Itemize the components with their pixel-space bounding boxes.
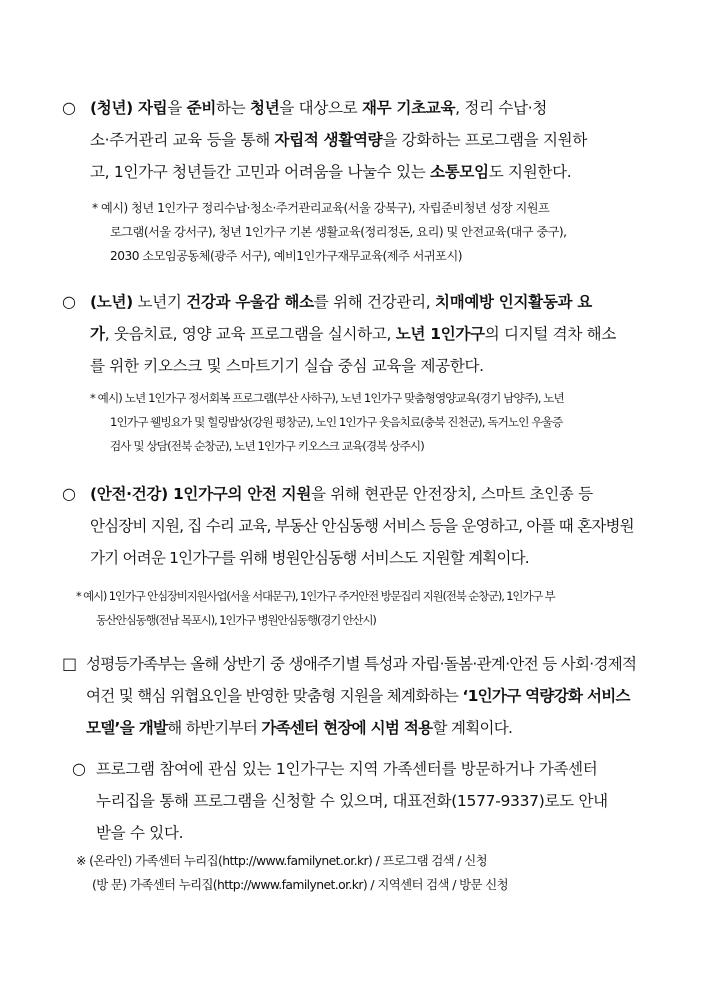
apply-paragraph	[96, 753, 608, 849]
safety-line-3: 가기 어려운 1인가구를 위해 병원안심동행 서비스도 지원할 계획이다.	[90, 549, 529, 567]
youth-line-3: 고, 1인가구 청년들간 고민과 어려움을 나눌수 있는 소통모임도 지원한다.	[90, 163, 572, 181]
senior-line-3: 를 위한 키오스크 및 스마트기기 실습 중심 교육을 제공한다.	[90, 357, 484, 375]
apply-line-2: 누리집을 통해 프로그램을 신청할 수 있으며, 대표전화(1577-9337)로도 안내	[96, 792, 608, 810]
youth-line-2: 소·주거관리 교육 등을 통해 자립적 생활역량을 강화하는 프로그램을 지원하	[90, 131, 587, 149]
senior-line-1: (노년) 노년기 건강과 우울감 해소를 위해 건강관리, 치매예방 인지활동과 요	[90, 293, 592, 311]
ministry-line-3: 모델’을 개발해 하반기부터 가족센터 현장에 시범 적용할 계획이다.	[86, 719, 513, 737]
square-bullet-icon: □	[62, 654, 78, 673]
ministry-paragraph	[86, 648, 636, 744]
youth-paragraph	[90, 92, 587, 188]
section-youth	[62, 92, 662, 268]
apply-line-3: 받을 수 있다.	[96, 824, 184, 842]
senior-line-2: 가, 웃음치료, 영양 교육 프로그램을 실시하고, 노년 1인가구의 디지털 격차 해소	[90, 325, 617, 343]
section-senior	[62, 286, 662, 458]
youth-examples-note: * 예시) 청년 1인가구 정리수납·청소·주거관리교육(서울 강북구), 자립준비청년 성장 지원프 로그램(서울 강서구), 청년 1인가구 기본 생활교육(정리정돈, 요리) 및 안전교육(대구 중구), 2030 소모임공동체(광주 서구), 예비1인가구재무교육(제주 서귀포시)	[92, 201, 567, 263]
apply-line-1: 프로그램 참여에 관심 있는 1인가구는 지역 가족센터를 방문하거나 가족센터	[96, 760, 598, 778]
safety-line-2: 안심장비 지원, 집 수리 교육, 부동산 안심동행 서비스 등을 운영하고, 아플 때 혼자병원	[90, 517, 634, 535]
safety-examples-note: * 예시) 1인가구 안심장비지원사업(서울 서대문구), 1인가구 주거안전 방문집리 지원(전북 순창군), 1인가구 부 동산안심동행(전남 목포시), 1인가구 병원안심동행(경기 안산시)	[76, 589, 555, 627]
safety-line-1: (안전·건강) 1인가구의 안전 지원을 위해 현관문 안전장치, 스마트 초인종 등	[90, 485, 593, 503]
senior-examples-note: * 예시) 노년 1인가구 정서회복 프로그램(부산 사하구), 노년 1인가구 맞춤형영양교육(경기 남양주), 노년 1인가구 웰빙요가 및 힐링밥상(강원 평창군), 노인 1인가구 웃음치료(충북 진천군), 독거노인 우울증 검사 및 상담(전북 순창군), 노년 1인가구 키오스크 교육(경북 상주시)	[90, 391, 564, 453]
safety-paragraph	[90, 478, 634, 574]
section-apply	[72, 753, 672, 897]
circle-bullet-icon: ○	[62, 292, 76, 311]
circle-bullet-icon: ○	[72, 759, 86, 778]
section-ministry	[62, 648, 662, 744]
youth-line-1: (청년) 자립을 준비하는 청년을 대상으로 재무 기초교육, 정리 수납·청	[90, 99, 548, 117]
section-safety	[62, 478, 662, 632]
circle-bullet-icon: ○	[62, 484, 76, 503]
ministry-line-1: 성평등가족부는 올해 상반기 중 생애주기별 특성과 자립·돌봄·관계·안전 등 사회·경제적	[86, 655, 637, 673]
ministry-line-2: 여건 및 핵심 위협요인을 반영한 맞춤형 지원을 체계화하는 ‘1인가구 역량강화 서비스	[86, 687, 630, 705]
senior-paragraph	[90, 286, 616, 382]
apply-contact-note: ※ (온라인) 가족센터 누리집(http://www.familynet.or.kr) / 프로그램 검색 / 신청 (방 문) 가족센터 누리집(http://www.familynet.or.kr) / 지역센터 검색 / 방문 신청	[76, 853, 508, 892]
circle-bullet-icon: ○	[62, 98, 76, 117]
